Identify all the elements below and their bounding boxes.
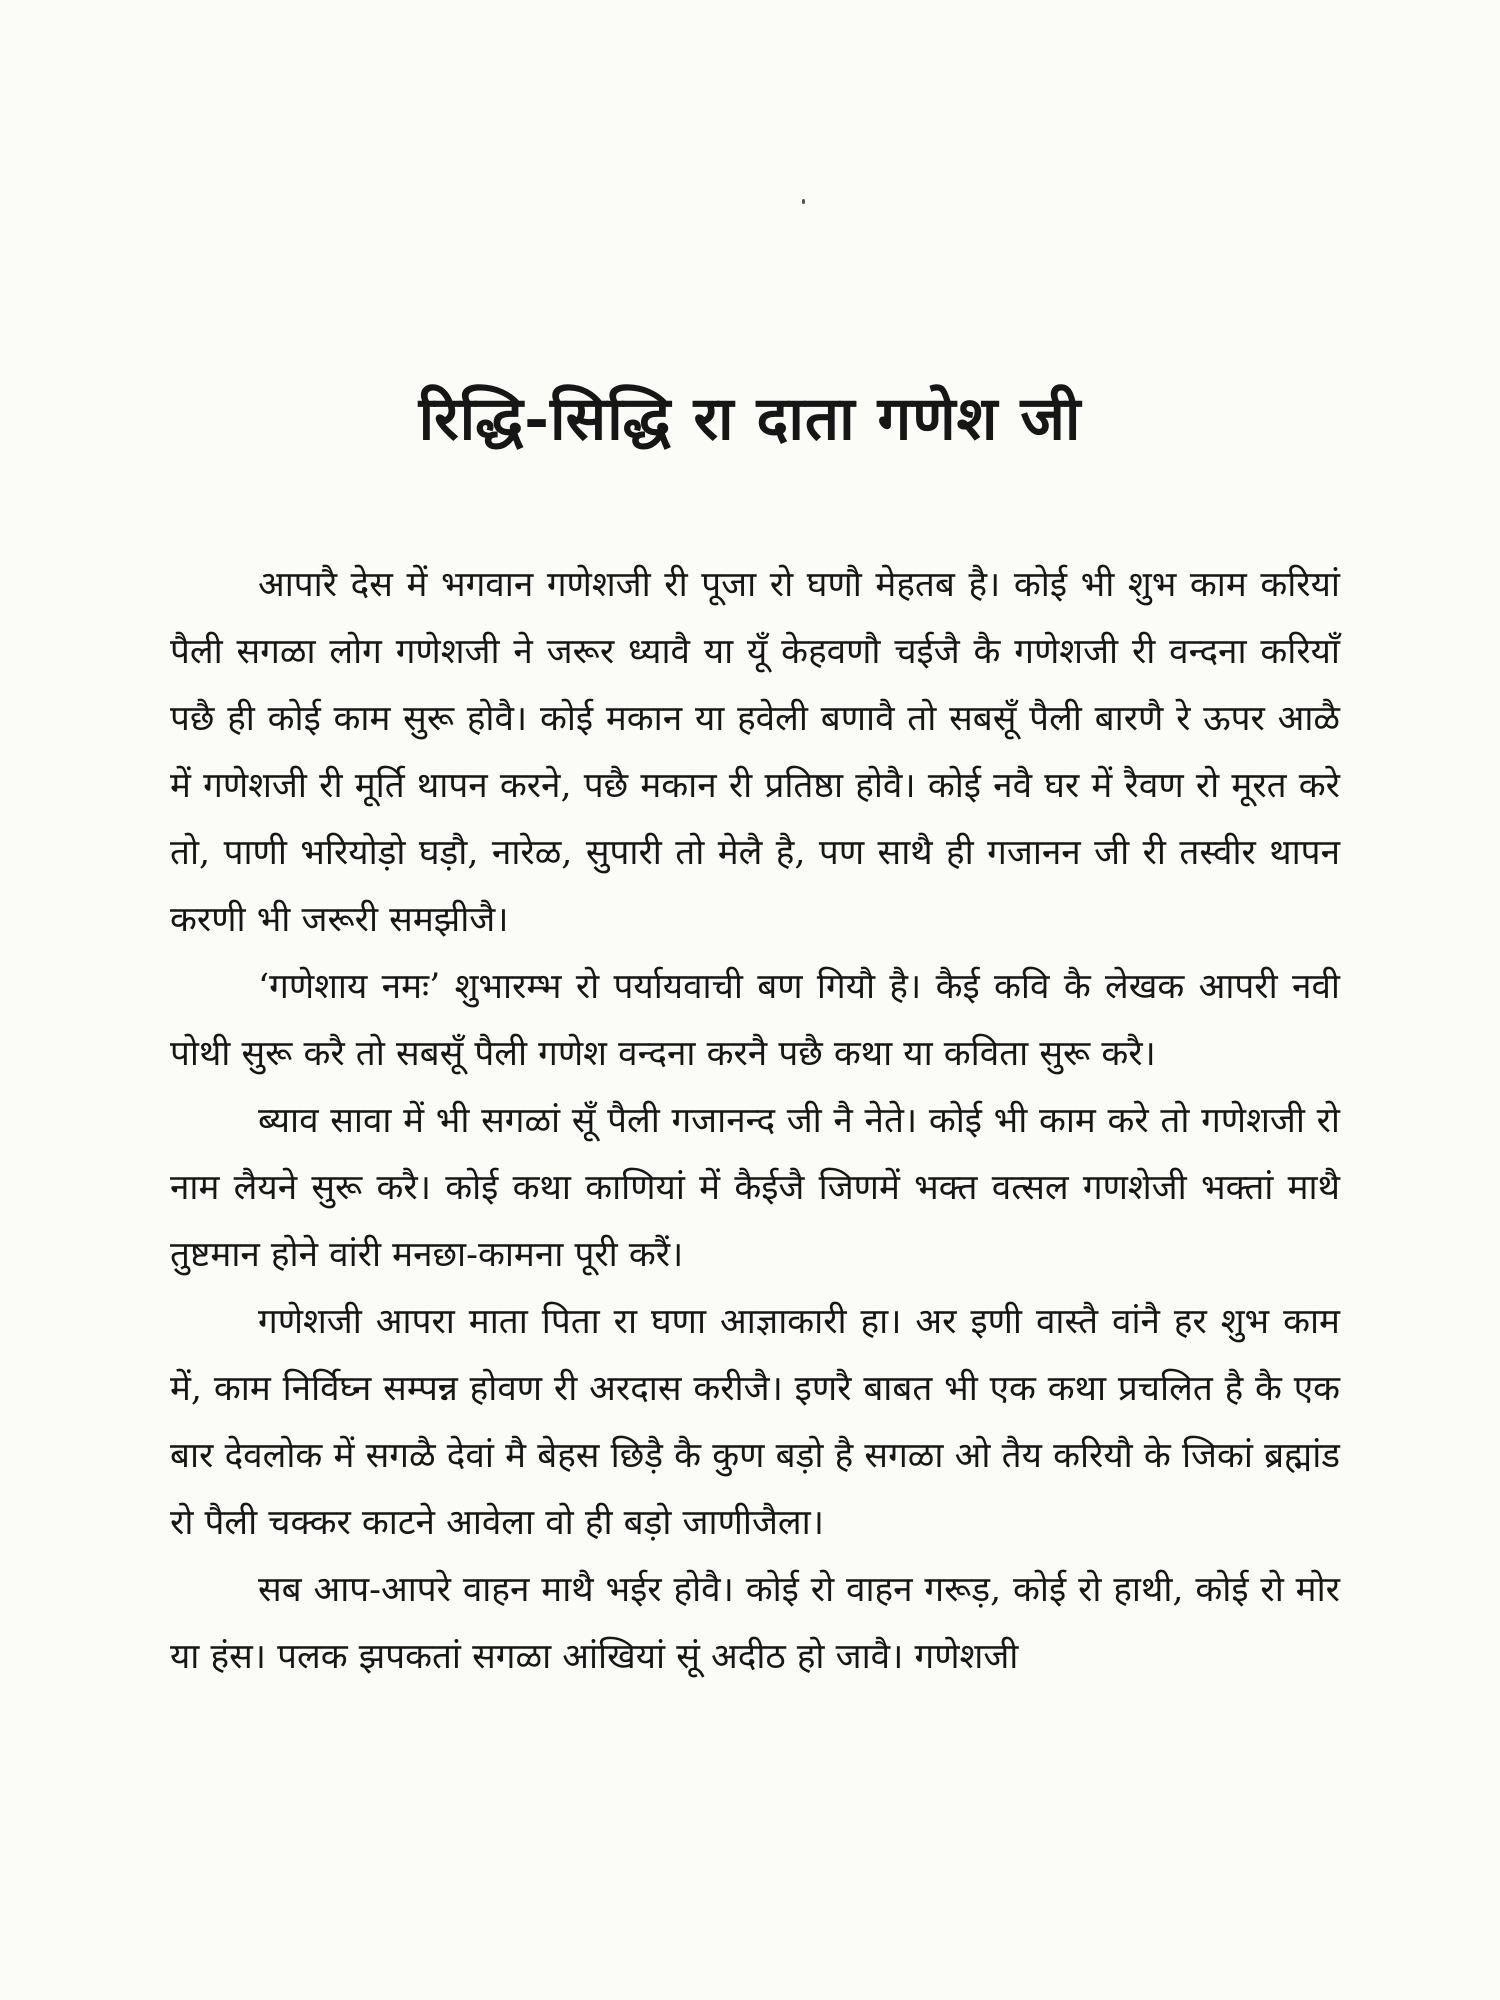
paragraph-3: ब्याव सावा में भी सगळां सूँ पैली गजानन्द जी नै नेते। कोई भी काम करे तो गणेशजी रो नाम लैयने सुरू करै। कोई कथा काणियां में कैईजै जिणमें भक्त वत्सल गणशेजी भक्तां माथै तुष्टमान होने वांरी मनछा-कामना पूरी करैं। bbox=[170, 1101, 1340, 1275]
page-title: रिद्धि-सिद्धि रा दाता गणेश जी bbox=[418, 384, 1082, 454]
paragraph-4: गणेशजी आपरा माता पिता रा घणा आज्ञाकारी हा। अर इणी वास्तै वांनै हर शुभ काम में, काम निर्विघ्न सम्पन्न होवण री अरदास करीजै। इणरै बाबत भी एक कथा प्रचलित है कै एक बार देवलोक में सगळै देवां मै बेहस छिड़ै कै कुण बड़ो है सगळा ओ तैय करियौ के जिकां ब्रह्मांड रो पैली चक्कर काटने आवेला वो ही बड़ो जाणीजैला। bbox=[170, 1302, 1340, 1543]
body-text bbox=[170, 552, 1340, 1691]
paragraph-1: आपारै देस में भगवान गणेशजी री पूजा रो घणौ मेहतब है। कोई भी शुभ काम करियां पैली सगळा लोग गणेशजी ने जरूर ध्यावै या यूँ केहवणौ चईजै कै गणेशजी री वन्दना करियाँ पछै ही कोई काम सुरू होवै। कोई मकान या हवेली बणावै तो सबसूँ पैली बारणै रे ऊपर आळै में गणेशजी री मूर्ति थापन करने, पछै मकान री प्रतिष्ठा होवै। कोई नवै घर में रैवण रो मूरत करे तो, पाणी भरियोड़ो घड़ौ, नारेळ, सुपारी तो मेलै है, पण साथै ही गजानन जी री तस्वीर थापन करणी भी जरूरी समझीजै। bbox=[170, 565, 1340, 940]
paragraph-5: सब आप-आपरे वाहन माथै भईर होवै। कोई रो वाहन गरूड़, कोई रो हाथी, कोई रो मोर या हंस। पलक झपकतां सगळा आंखियां सूं अदीठ हो जावै। गणेशजी bbox=[170, 1570, 1340, 1677]
paragraph-2: ‘गणेशाय नमः’ शुभारम्भ रो पर्यायवाची बण गियौ है। कैई कवि कै लेखक आपरी नवी पोथी सुरू करै तो सबसूँ पैली गणेश वन्दना करनै पछै कथा या कविता सुरू करै। bbox=[170, 967, 1340, 1074]
scan-speck bbox=[802, 199, 805, 204]
